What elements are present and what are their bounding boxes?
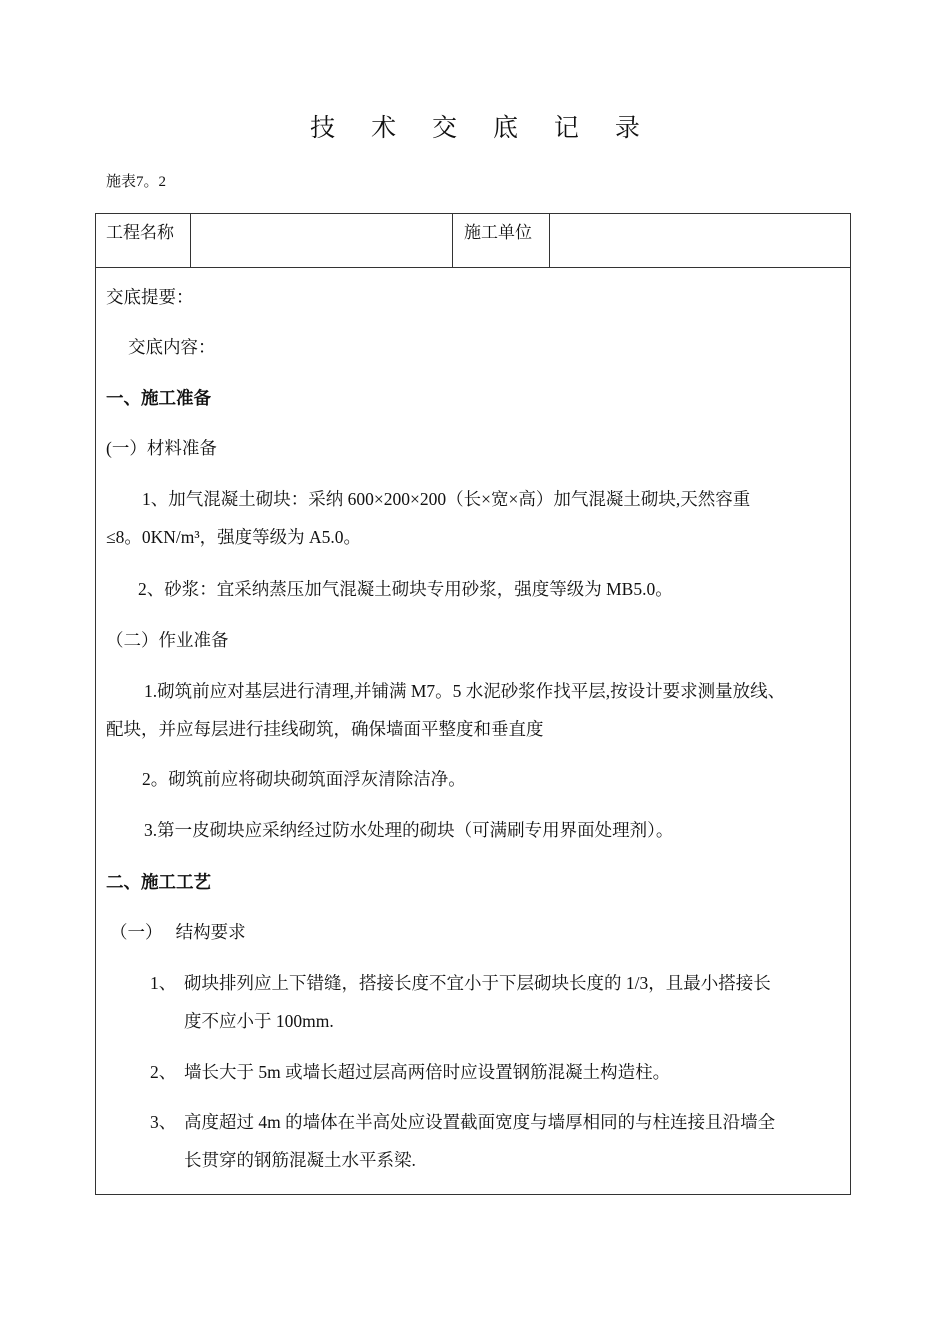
list-item-line: 砌块排列应上下错缝，搭接长度不宜小于下层砌块长度的 1/3，且最小搭接长	[184, 973, 771, 993]
list-item-line: 墙长大于 5m 或墙长超过层高两倍时应设置钢筋混凝土构造柱。	[184, 1062, 671, 1082]
subsection-heading: (一）材料准备	[106, 438, 217, 458]
list-item-line: 长贯穿的钢筋混凝土水平系梁.	[184, 1150, 416, 1170]
project-name-label: 工程名称	[106, 223, 174, 242]
section-heading: 一、施工准备	[106, 388, 211, 408]
paragraph-line: ≤8。0KN/m³，强度等级为 A5.0。	[106, 527, 361, 547]
paragraph-line: 1.砌筑前应对基层进行清理,并铺满 M7。5 水泥砂浆作找平层,按设计要求测量放线、	[144, 681, 786, 701]
subsection-heading: （一） 结构要求	[110, 922, 246, 942]
content-label: 交底内容：	[128, 337, 216, 357]
list-item-line: 度不应小于 100mm.	[184, 1011, 334, 1031]
disclosure-sheet	[95, 213, 851, 1195]
list-item-line: 高度超过 4m 的墙体在半高处应设置截面宽度与墙厚相同的与柱连接且沿墙全	[184, 1112, 776, 1132]
paragraph-line: 2、砂浆：宜采纳蒸压加气混凝土砌块专用砂浆，强度等级为 MB5.0。	[138, 579, 673, 599]
header-row	[96, 214, 850, 268]
list-number: 2、	[150, 1062, 177, 1082]
list-number: 3、	[150, 1112, 177, 1132]
paragraph-line: 1、加气混凝土砌块：采纳 600×200×200（长×宽×高）加气混凝土砌块,天然容重	[142, 489, 751, 509]
paragraph-line: 配块，并应每层进行挂线砌筑，确保墙面平整度和垂直度	[106, 719, 544, 739]
divider	[190, 214, 191, 267]
paragraph-line: 3.第一皮砌块应采纳经过防水处理的砌块（可满刷专用界面处理剂）。	[144, 820, 674, 840]
project-name-value	[196, 214, 451, 267]
section-heading: 二、施工工艺	[106, 872, 211, 892]
document-title: 技 术 交 底 记 录	[310, 113, 654, 142]
contractor-value	[556, 214, 846, 267]
list-number: 1、	[150, 973, 177, 993]
divider	[549, 214, 550, 267]
paragraph-line: 2。砌筑前应将砌块砌筑面浮灰清除洁净。	[142, 769, 466, 789]
form-number: 施表7。2	[106, 174, 167, 190]
summary-label: 交底提要：	[106, 287, 194, 307]
divider	[452, 214, 453, 267]
contractor-label: 施工单位	[464, 223, 532, 242]
subsection-heading: （二）作业准备	[106, 630, 229, 650]
